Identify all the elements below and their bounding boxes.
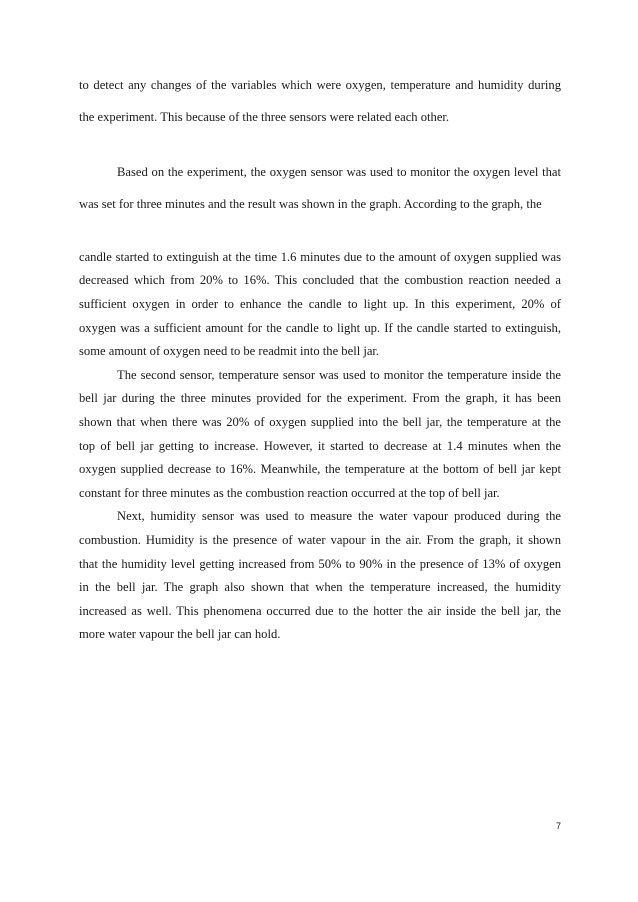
text-line: that the humidity level getting increased from 50% to 90% in the presence of 13% of oxygen (79, 557, 561, 571)
text-line: The second sensor, temperature sensor was used to monitor the temperature inside the (117, 368, 561, 382)
page-number: 7 (555, 821, 561, 831)
text-line: was set for three minutes and the result was shown in the graph. According to the graph, the (79, 197, 542, 211)
text-line: the experiment. This because of the three sensors were related each other. (79, 110, 450, 124)
text-line: some amount of oxygen need to be readmit into the bell jar. (79, 344, 380, 358)
text-line: oxygen supplied decrease to 16%. Meanwhile, the temperature at the bottom of bell jar kept (79, 462, 561, 476)
text-line: sufficient oxygen in order to enhance the candle to light up. In this experiment, 20% of (79, 297, 561, 311)
text-line: increased as well. This phenomena occurred due to the hotter the air inside the bell jar, the (79, 604, 561, 618)
text-line: Next, humidity sensor was used to measure the water vapour produced during the (117, 509, 561, 523)
text-line: more water vapour the bell jar can hold. (79, 627, 281, 641)
text-line: Based on the experiment, the oxygen sensor was used to monitor the oxygen level that (117, 165, 561, 179)
text-line: candle started to extinguish at the time 1.6 minutes due to the amount of oxygen supplied was (79, 250, 561, 264)
text-line: oxygen was a sufficient amount for the candle to light up. If the candle started to extinguish, (79, 321, 561, 335)
text-line: combustion. Humidity is the presence of water vapour in the air. From the graph, it shown (79, 533, 561, 547)
text-line: constant for three minutes as the combustion reaction occurred at the top of bell jar. (79, 486, 500, 500)
text-line: to detect any changes of the variables which were oxygen, temperature and humidity during (79, 78, 561, 92)
text-line: in the bell jar. The graph also shown that when the temperature increased, the humidity (79, 580, 561, 594)
text-line: bell jar during the three minutes provided for the experiment. From the graph, it has been (79, 391, 561, 405)
text-line: top of bell jar getting to increase. However, it started to decrease at 1.4 minutes when the (79, 439, 561, 453)
text-line: decreased which from 20% to 16%. This concluded that the combustion reaction needed a (79, 273, 561, 287)
text-line: shown that when there was 20% of oxygen supplied into the bell jar, the temperature at the (79, 415, 561, 429)
